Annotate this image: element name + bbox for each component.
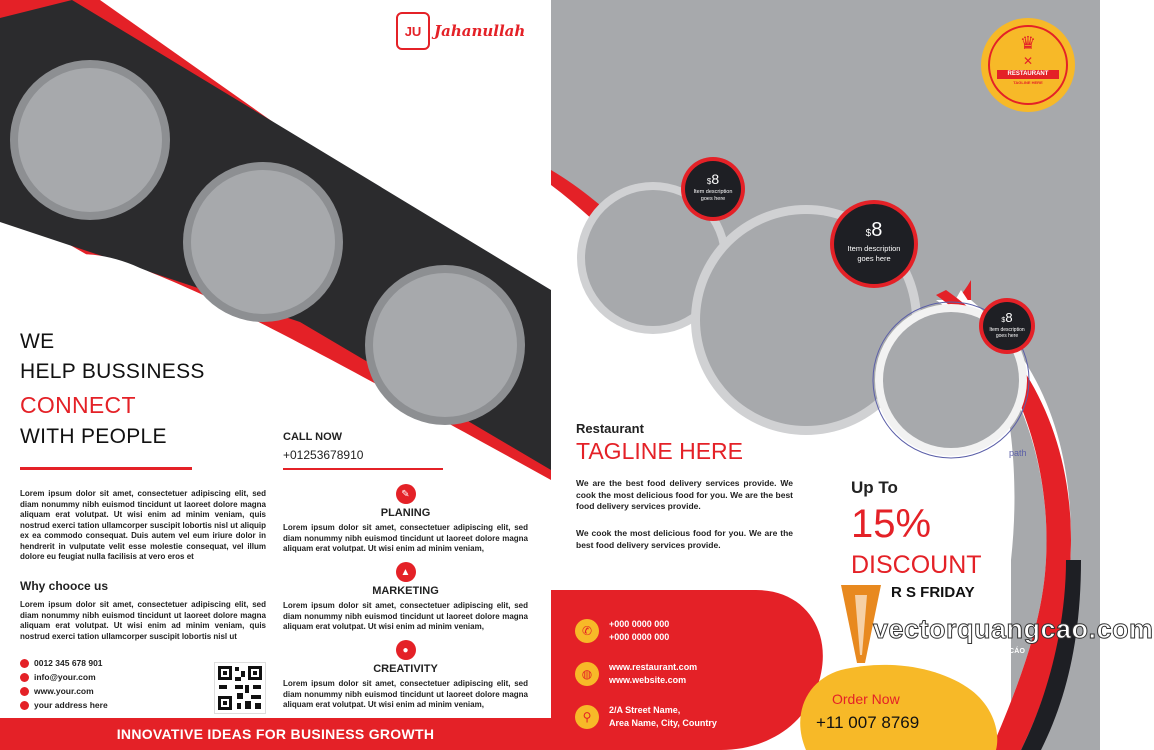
business-flyer [0, 0, 551, 750]
marketing-icon: ▲ [396, 562, 416, 582]
price-badge-3-desc-line2: goes here [995, 333, 1019, 339]
section-creativity-text: Lorem ipsum dolor sit amet, consectetuer adipiscing elit, sed diam nonummy nibh euismod tincidunt ut laoreet dolore magna aliquam erat volutpat. Ut wisi enim ad minim veniam, [283, 679, 528, 709]
contact-phone [20, 656, 108, 670]
price-badge-3-desc-line1: Item description [989, 327, 1025, 333]
footer-slogan: INNOVATIVE IDEAS FOR BUSINESS GROWTH [116, 726, 435, 742]
logo-title: RESTAURANT [997, 70, 1059, 79]
headline [20, 328, 205, 452]
planning-icon: ✎ [396, 484, 416, 504]
discount-percent: 15% [851, 502, 932, 546]
web-icon [20, 687, 29, 696]
headline-line-4: WITH PEOPLE [20, 425, 167, 448]
headline-line-3: CONNECT [20, 392, 136, 418]
order-phone: +11 007 8769 [816, 713, 920, 732]
logo-subtitle: TAGLINE HERE [1013, 80, 1043, 85]
price-badge-1-currency: $ [706, 177, 712, 186]
location-icon [20, 701, 29, 710]
price-badge-2 [834, 204, 914, 284]
phone-icon: ✆ [575, 619, 599, 643]
contact-address-text: your address here [34, 700, 108, 710]
phone-2: +000 0000 000 [609, 632, 670, 642]
qr-code-graphic [215, 663, 265, 713]
contact-address [20, 698, 108, 712]
section-marketing-text: Lorem ipsum dolor sit amet, consectetuer adipiscing elit, sed diam nonummy nibh euismod tincidunt ut laoreet dolore magna aliquam erat volutpat. Ut wisi enim ad minim veniam, [283, 601, 528, 631]
restaurant-flyer [551, 0, 1154, 750]
brand-name: Jahanullah [434, 22, 526, 40]
why-choose-title: Why chooce us [20, 579, 109, 593]
contact-phones [575, 618, 669, 644]
price-badge-2-currency: $ [865, 228, 872, 239]
address-line-1: 2/A Street Name, [609, 705, 681, 715]
contact-web-text: www.your.com [34, 686, 94, 696]
contact-list [20, 656, 108, 712]
price-badge-3-currency: $ [1001, 317, 1006, 324]
price-badge-1-desc-line1: Item description [693, 189, 733, 195]
website-2: www.website.com [609, 675, 687, 685]
restaurant-label: Restaurant [576, 421, 644, 436]
price-badge-2-desc-line2: goes here [857, 254, 891, 263]
price-badge-1-price: 8 [711, 171, 720, 187]
tagline: TAGLINE HERE [576, 438, 743, 464]
contact-websites [575, 661, 697, 687]
section-planning-text: Lorem ipsum dolor sit amet, consectetuer adipiscing elit, sed diam nonummy nibh euismod tincidunt ut laoreet dolore magna aliquam erat volutpat. Ut wisi enim ad minim veniam, [283, 523, 528, 553]
restaurant-logo [989, 32, 1067, 86]
price-badge-3 [983, 302, 1031, 350]
globe-icon: ◍ [575, 662, 599, 686]
second-paragraph-right: We cook the most delicious food for you. We are the best food delivery services provide. [576, 528, 793, 550]
website-1: www.restaurant.com [609, 662, 698, 672]
location-icon: ⚲ [575, 705, 599, 729]
watermark-subtext: KHO TÀI NGUYÊN CHO NHÀ QUẢNG CÁO [878, 648, 1026, 655]
price-badge-3-price: 8 [1005, 310, 1013, 325]
contact-web [20, 684, 108, 698]
section-marketing-title: MARKETING [372, 585, 439, 597]
price-badge-1 [685, 161, 741, 217]
contact-phone-text: 0012 345 678 901 [34, 658, 103, 668]
discount-day: R S FRIDAY [891, 584, 975, 601]
call-now-label: CALL NOW [283, 431, 343, 443]
headline-line-2: HELP BUSSINESS [20, 360, 205, 383]
contact-address [575, 704, 717, 730]
price-badge-2-price: 8 [871, 219, 883, 241]
discount-label: DISCOUNT [851, 551, 982, 579]
cutlery-icon: ✕ [1022, 54, 1034, 68]
call-now-phone: +01253678910 [283, 448, 364, 462]
path-label: path [1009, 448, 1027, 458]
order-now-label: Order Now [832, 691, 900, 707]
email-icon [20, 673, 29, 682]
headline-line-1: WE [20, 330, 55, 353]
brand-mark-icon: JU [396, 12, 430, 50]
address-line-2: Area Name, City, Country [609, 718, 717, 728]
brand-logo [396, 12, 525, 50]
contact-email [20, 670, 108, 684]
section-creativity [283, 640, 528, 711]
section-planning-title: PLANING [380, 507, 431, 519]
section-planning [283, 484, 528, 555]
price-badge-1-desc-line2: goes here [700, 196, 726, 202]
watermark-text: vectorquangcao.com [873, 614, 1154, 644]
why-choose-paragraph: Lorem ipsum dolor sit amet, consectetuer adipiscing elit, sed diam nonummy nibh euismod tincidunt ut laoreet dolore magna aliquam erat volutpat. Ut wisi enim ad minim veniam, quis nostrud exerci tation ullamcorper suscipit lobortis nisl ut [20, 600, 266, 641]
up-to-label: Up To [851, 478, 898, 497]
phone-icon [20, 659, 29, 668]
idea-icon: ● [396, 640, 416, 660]
phone-1: +000 0000 000 [609, 619, 670, 629]
qr-code [214, 662, 266, 714]
section-creativity-title: CREATIVITY [373, 663, 438, 675]
contact-email-text: info@your.com [34, 672, 96, 682]
intro-paragraph: Lorem ipsum dolor sit amet, consectetuer adipiscing elit, sed diam nonummy nibh euismod tincidunt ut laoreet dolore magna aliquam erat volutpat. Ut wisi enim ad minim veniam, quis nostrud exerci tation ullamcorper suscipit lobortis nisl ut aliquip ex ea commodo consequat. Duis autem vel eum iriure dolor in hendrerit in vulputate velit esse molestie consequat, vel illum dolore eu feugiat nulla facilisis at vero eros et [20, 489, 266, 561]
intro-paragraph-right: We are the best food delivery services provide. We cook the most delicious food for you. We are the best food delivery services provide. [576, 478, 793, 511]
chef-hat-icon: ♛ [1019, 33, 1037, 53]
price-badge-2-desc-line1: Item description [847, 244, 901, 253]
section-marketing [283, 562, 528, 633]
